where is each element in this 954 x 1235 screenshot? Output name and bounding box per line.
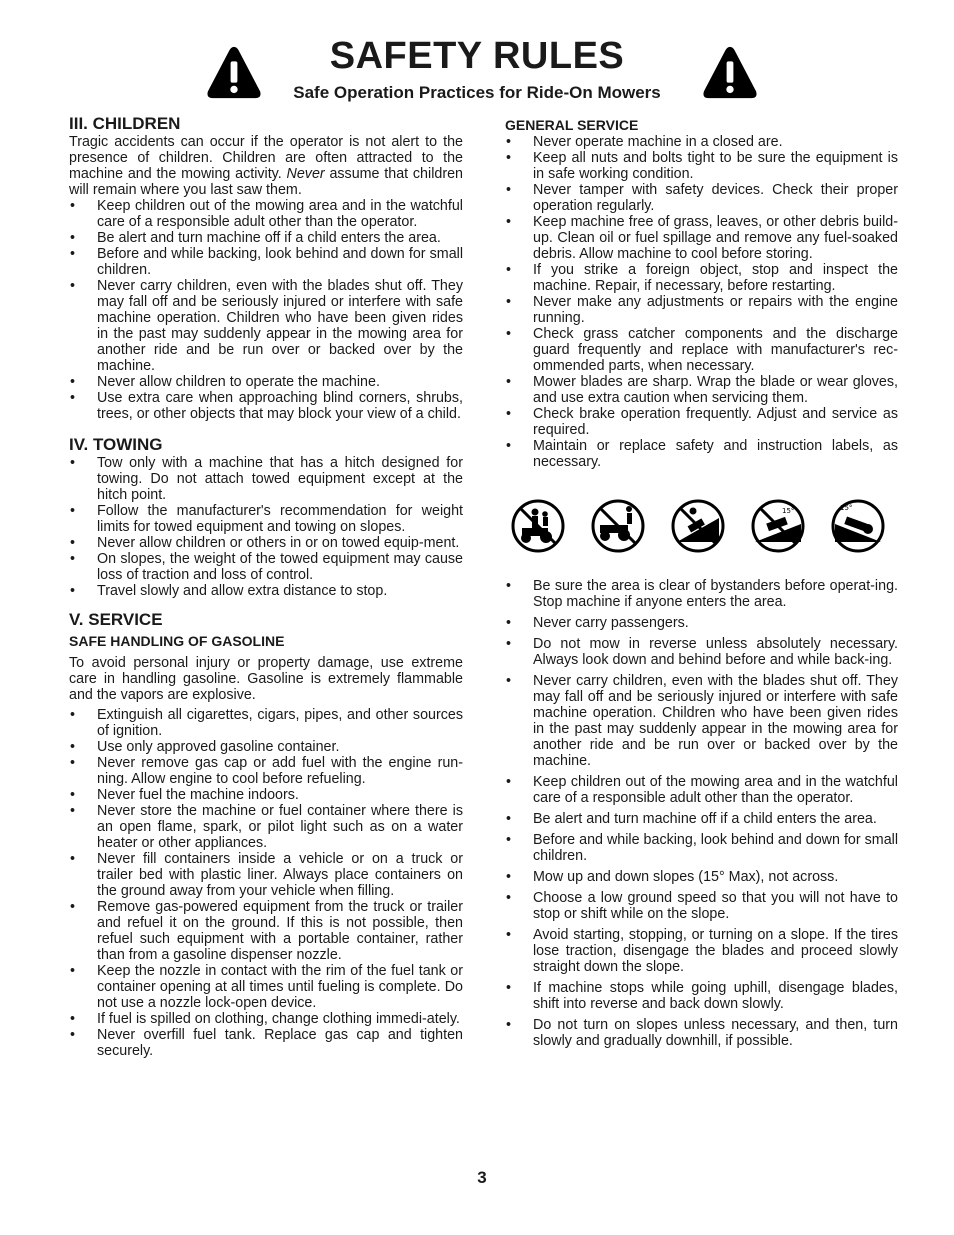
list-item: • Travel slowly and allow extra distance to stop. <box>69 583 463 599</box>
towing-list <box>69 455 463 599</box>
list-item: • Before and while backing, look behind and down for small children. <box>69 246 463 278</box>
list-item: • Never allow children to operate the machine. <box>69 374 463 390</box>
list-item: • Never fill containers inside a vehicle or on a truck or trailer bed with plastic liner. Always place containers on the ground away from your vehicle when filling. <box>69 851 463 899</box>
list-item: • Do not turn on slopes unless necessary, and then, turn slowly and gradually downhill, if possible. <box>505 1017 898 1049</box>
list-item: • Avoid starting, stopping, or turning on a slope. If the tires lose traction, disengage the blades and proceed slowly straight down the slope. <box>505 927 898 975</box>
list-item: • Never fuel the machine indoors. <box>69 787 463 803</box>
list-item: • Be sure the area is clear of bystanders before operat-ing. Stop machine if anyone enters the area. <box>505 578 898 610</box>
list-item: • On slopes, the weight of the towed equipment may cause loss of traction and loss of control. <box>69 551 463 583</box>
summary-list <box>505 578 898 1049</box>
list-item: • Before and while backing, look behind and down for small children. <box>505 832 898 864</box>
list-item: • Never carry children, even with the blades shut off. They may fall off and be seriously injured or interfere with safe machine operation. Children who have been given rides in the past may suddenly appear in the mowing area for another ride and be run over or backed over by the machine. <box>69 278 463 374</box>
list-item: • Choose a low ground speed so that you will not have to stop or shift while on the slope. <box>505 890 898 922</box>
list-item: • Tow only with a machine that has a hitch designed for towing. Do not attach towed equipment except at the hitch point. <box>69 455 463 503</box>
warning-triangle-icon <box>701 44 759 102</box>
slope-angle-label: 15° <box>840 504 853 512</box>
slope-15-degree-icon <box>751 492 805 560</box>
list-item: • Never carry passengers. <box>505 615 898 631</box>
gasoline-intro: To avoid personal injury or property damage, use extreme care in handling gasoline. Gasoline is extremely flammable and the vapors are explosive. <box>69 655 463 703</box>
page-number: 3 <box>477 1168 487 1187</box>
list-item: • Keep the nozzle in contact with the rim of the fuel tank or container opening at all times until fueling is complete. Do not use a nozzle lock-open device. <box>69 963 463 1011</box>
list-item: • Never carry children, even with the blades shut off. They may fall off and be seriously injured or interfere with safe machine operation. Children who have been given rides in the past may suddenly appear in the mowing area for another ride and be run over or backed over by the machine. <box>505 673 898 769</box>
subheading-gasoline: SAFE HANDLING OF GASOLINE <box>69 633 285 649</box>
list-item: • Never allow children or others in or on towed equip-ment. <box>69 535 463 551</box>
list-item: • Never store the machine or fuel container where there is an open flame, spark, or pilot light such as on a water heater or other appliances. <box>69 803 463 851</box>
list-item: • Never make any adjustments or repairs with the engine running. <box>505 294 898 326</box>
left-column <box>69 114 463 1059</box>
list-item: • Keep all nuts and bolts tight to be sure the equipment is in safe working condition. <box>505 150 898 182</box>
no-reverse-mowing-icon <box>671 492 725 560</box>
list-item: • Use extra care when approaching blind corners, shrubs, trees, or other objects that may block your view of a child. <box>69 390 463 422</box>
list-item: • Never overfill fuel tank. Replace gas cap and tighten securely. <box>69 1027 463 1059</box>
slope-angle-label: 15° <box>782 507 795 515</box>
list-item: • Keep children out of the mowing area and in the watchful care of a responsible adult other than the operator. <box>69 198 463 230</box>
list-item: • Check grass catcher components and the discharge guard frequently and replace with manufacturer's rec-ommended parts, when necessary. <box>505 326 898 374</box>
list-item: • Keep machine free of grass, leaves, or other debris build-up. Clean oil or fuel spillage and remove any fuel-soaked debris. Allow machine to cool before storing. <box>505 214 898 262</box>
list-item: • Do not mow in reverse unless absolutely necessary. Always look down and behind before and while back-ing. <box>505 636 898 668</box>
list-item: • Be alert and turn machine off if a child enters the area. <box>505 811 898 827</box>
children-list <box>69 198 463 422</box>
list-item: • Never operate machine in a closed are. <box>505 134 898 150</box>
list-item: • Mow up and down slopes (15° Max), not across. <box>505 869 898 885</box>
list-item: • Extinguish all cigarettes, cigars, pipes, and other sources of ignition. <box>69 707 463 739</box>
no-passengers-icon <box>511 492 565 560</box>
gasoline-list <box>69 707 463 1059</box>
safety-pictograms <box>511 492 898 562</box>
section-heading-service: V. SERVICE <box>69 610 163 629</box>
list-item: • Remove gas-powered equipment from the truck or trailer and refuel it on the ground. If this is not possible, then refuel such equipment with a portable container, rather than from a gasoline dispenser nozzle. <box>69 899 463 963</box>
list-item: • Keep children out of the mowing area and in the watchful care of a responsible adult other than the operator. <box>505 774 898 806</box>
list-item: • Never tamper with safety devices. Check their proper operation regularly. <box>505 182 898 214</box>
list-item: • If you strike a foreign object, stop and inspect the machine. Repair, if necessary, before restarting. <box>505 262 898 294</box>
list-item: • Follow the manufacturer's recommendation for weight limits for towed equipment and towing on slopes. <box>69 503 463 535</box>
list-item: • Be alert and turn machine off if a child enters the area. <box>69 230 463 246</box>
slope-15-degree-icon <box>831 492 885 560</box>
list-item: • Check brake operation frequently. Adjust and service as required. <box>505 406 898 438</box>
children-intro: Tragic accidents can occur if the operator is not alert to the presence of children. Children are often attracted to the machine and the mowing activity. Never assume that children will remain where you last saw them. <box>69 134 463 198</box>
section-heading-children: III. CHILDREN <box>69 114 181 133</box>
page-subtitle: Safe Operation Practices for Ride-On Mowers <box>293 83 661 102</box>
general-service-list <box>505 134 898 470</box>
section-heading-towing: IV. TOWING <box>69 435 163 454</box>
list-item: • Never remove gas cap or add fuel with the engine run-ning. Allow engine to cool before refueling. <box>69 755 463 787</box>
subheading-general-service: GENERAL SERVICE <box>505 117 639 133</box>
list-item: • Mower blades are sharp. Wrap the blade or wear gloves, and use extra caution when servicing them. <box>505 374 898 406</box>
list-item: • If fuel is spilled on clothing, change clothing immedi-ately. <box>69 1011 463 1027</box>
no-children-icon <box>591 492 645 560</box>
list-item: • Use only approved gasoline container. <box>69 739 463 755</box>
list-item: • Maintain or replace safety and instruction labels, as necessary. <box>505 438 898 470</box>
list-item: • If machine stops while going uphill, disengage blades, shift into reverse and back down slowly. <box>505 980 898 1012</box>
page-title: SAFETY RULES <box>329 35 625 77</box>
right-column <box>505 116 898 1054</box>
